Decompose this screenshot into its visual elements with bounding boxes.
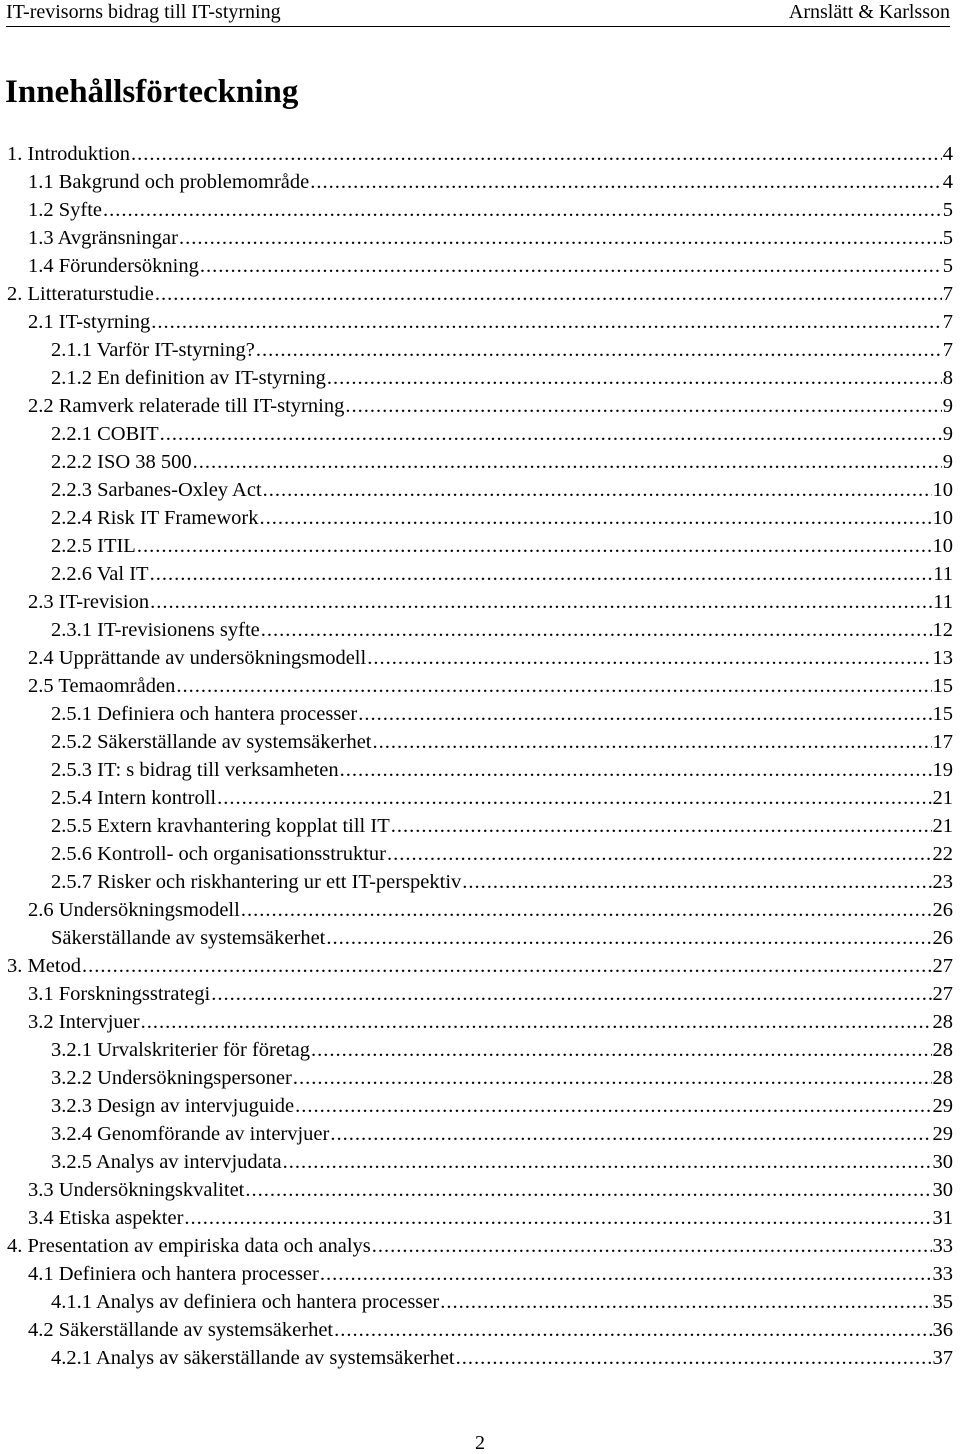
toc-dot-leader bbox=[217, 784, 931, 812]
toc-entry[interactable] bbox=[0, 1344, 953, 1372]
toc-entry-page: 28 bbox=[932, 1039, 953, 1061]
toc-dot-leader bbox=[367, 644, 931, 672]
toc-entry-page: 27 bbox=[932, 983, 953, 1005]
toc-entry-label: 2.1.2 En definition av IT-styrning bbox=[51, 367, 326, 389]
toc-dot-leader bbox=[256, 336, 942, 364]
toc-entry-label: 2. Litteraturstudie bbox=[7, 283, 154, 305]
toc-entry[interactable] bbox=[0, 1232, 953, 1260]
toc-dot-leader bbox=[320, 1260, 932, 1288]
header-authors: Arnslätt & Karlsson bbox=[788, 1, 950, 23]
toc-entry[interactable] bbox=[0, 476, 953, 504]
toc-entry-page: 4 bbox=[942, 171, 953, 193]
toc-dot-leader bbox=[137, 532, 932, 560]
toc-entry-page: 28 bbox=[932, 1067, 953, 1089]
toc-entry-label: 3.2.4 Genomförande av intervjuer bbox=[51, 1123, 330, 1145]
toc-entry-label: 2.2.3 Sarbanes-Oxley Act bbox=[51, 479, 262, 501]
toc-entry-page: 23 bbox=[932, 871, 953, 893]
toc-entry-label: 4.1 Definiera och hantera processer bbox=[28, 1263, 319, 1285]
toc-entry-label: 1. Introduktion bbox=[7, 143, 130, 165]
toc-entry[interactable] bbox=[0, 952, 953, 980]
toc-dot-leader bbox=[176, 672, 931, 700]
toc-dot-leader bbox=[358, 700, 931, 728]
toc-entry-label: 2.5.7 Risker och riskhantering ur ett IT-perspektiv bbox=[51, 871, 462, 893]
toc-dot-leader bbox=[211, 980, 931, 1008]
toc-entry-page: 12 bbox=[932, 619, 953, 641]
toc-entry[interactable] bbox=[0, 1120, 953, 1148]
toc-dot-leader bbox=[261, 616, 932, 644]
toc-entry-page: 27 bbox=[932, 955, 953, 977]
toc-entry[interactable] bbox=[0, 784, 953, 812]
toc-entry-page: 26 bbox=[932, 899, 953, 921]
toc-entry-label: 2.6 Undersökningsmodell bbox=[28, 899, 240, 921]
toc-entry-page: 9 bbox=[942, 423, 953, 445]
toc-entry-page: 4 bbox=[942, 143, 953, 165]
toc-dot-leader bbox=[310, 168, 942, 196]
running-header bbox=[6, 0, 950, 27]
toc-entry[interactable] bbox=[0, 364, 953, 392]
toc-entry[interactable] bbox=[0, 868, 953, 896]
toc-entry-page: 17 bbox=[932, 731, 953, 753]
toc-entry[interactable] bbox=[0, 308, 953, 336]
toc-dot-leader bbox=[200, 252, 942, 280]
toc-entry[interactable] bbox=[0, 700, 953, 728]
toc-entry-page: 9 bbox=[942, 395, 953, 417]
toc-entry-label: 1.3 Avgränsningar bbox=[28, 227, 178, 249]
toc-entry[interactable] bbox=[0, 644, 953, 672]
table-of-contents bbox=[0, 140, 953, 1372]
toc-entry-label: 3.2 Intervjuer bbox=[28, 1011, 140, 1033]
toc-dot-leader bbox=[440, 1288, 931, 1316]
toc-dot-leader bbox=[263, 476, 932, 504]
toc-entry[interactable] bbox=[0, 1316, 953, 1344]
toc-entry[interactable] bbox=[0, 280, 953, 308]
toc-entry[interactable] bbox=[0, 728, 953, 756]
toc-dot-leader bbox=[160, 420, 942, 448]
toc-entry-page: 36 bbox=[932, 1319, 953, 1341]
toc-entry-page: 5 bbox=[942, 255, 953, 277]
header-document-title: IT-revisorns bidrag till IT-styrning bbox=[6, 1, 281, 23]
toc-dot-leader bbox=[334, 1316, 931, 1344]
toc-entry[interactable] bbox=[0, 616, 953, 644]
toc-entry-page: 21 bbox=[932, 815, 953, 837]
toc-dot-leader bbox=[141, 1008, 932, 1036]
toc-entry[interactable] bbox=[0, 336, 953, 364]
toc-entry-label: 3.4 Etiska aspekter bbox=[28, 1207, 184, 1229]
toc-entry-page: 30 bbox=[932, 1179, 953, 1201]
toc-dot-leader bbox=[326, 924, 931, 952]
toc-entry-label: 2.5 Temaområden bbox=[28, 675, 176, 697]
toc-entry-page: 7 bbox=[942, 339, 953, 361]
toc-entry-label: 1.1 Bakgrund och problemområde bbox=[28, 171, 310, 193]
toc-dot-leader bbox=[241, 896, 932, 924]
toc-dot-leader bbox=[259, 504, 931, 532]
toc-dot-leader bbox=[295, 1092, 931, 1120]
toc-dot-leader bbox=[131, 140, 942, 168]
toc-entry[interactable] bbox=[0, 504, 953, 532]
toc-entry-label: 4.2.1 Analys av säkerställande av systemsäkerhet bbox=[51, 1347, 455, 1369]
toc-entry-label: 1.2 Syfte bbox=[28, 199, 103, 221]
toc-entry-page: 37 bbox=[932, 1347, 953, 1369]
toc-dot-leader bbox=[330, 1120, 931, 1148]
toc-entry[interactable] bbox=[0, 224, 953, 252]
toc-entry-label: 2.5.1 Definiera och hantera processer bbox=[51, 703, 358, 725]
toc-entry-page: 29 bbox=[932, 1123, 953, 1145]
toc-entry-label: Säkerställande av systemsäkerhet bbox=[51, 927, 326, 949]
toc-entry[interactable] bbox=[0, 420, 953, 448]
toc-entry-label: 2.3.1 IT-revisionens syfte bbox=[51, 619, 260, 641]
toc-dot-leader bbox=[456, 1344, 932, 1372]
toc-entry-page: 10 bbox=[932, 479, 953, 501]
toc-entry[interactable] bbox=[0, 980, 953, 1008]
toc-dot-leader bbox=[179, 224, 942, 252]
toc-dot-leader bbox=[193, 448, 942, 476]
toc-entry-page: 8 bbox=[942, 367, 953, 389]
toc-dot-leader bbox=[373, 728, 932, 756]
toc-entry-page: 5 bbox=[942, 199, 953, 221]
toc-dot-leader bbox=[150, 560, 933, 588]
toc-entry[interactable] bbox=[0, 1176, 953, 1204]
toc-dot-leader bbox=[155, 280, 942, 308]
toc-dot-leader bbox=[184, 1204, 931, 1232]
toc-entry-page: 35 bbox=[932, 1291, 953, 1313]
page-number: 2 bbox=[475, 1432, 485, 1454]
toc-entry-page: 11 bbox=[933, 563, 953, 585]
toc-entry-page: 26 bbox=[932, 927, 953, 949]
toc-dot-leader bbox=[345, 392, 941, 420]
toc-entry-label: 2.1 IT-styrning bbox=[28, 311, 151, 333]
toc-dot-leader bbox=[372, 1232, 932, 1260]
toc-entry-label: 3.2.1 Urvalskriterier för företag bbox=[51, 1039, 310, 1061]
toc-entry[interactable] bbox=[0, 168, 953, 196]
toc-entry[interactable] bbox=[0, 840, 953, 868]
toc-entry-page: 15 bbox=[932, 675, 953, 697]
toc-entry-page: 10 bbox=[932, 507, 953, 529]
toc-entry-label: 3.2.3 Design av intervjuguide bbox=[51, 1095, 295, 1117]
toc-entry-page: 11 bbox=[933, 591, 953, 613]
toc-entry-page: 10 bbox=[932, 535, 953, 557]
toc-entry[interactable] bbox=[0, 1204, 953, 1232]
toc-entry-page: 33 bbox=[932, 1263, 953, 1285]
toc-entry[interactable] bbox=[0, 1288, 953, 1316]
toc-entry[interactable] bbox=[0, 1036, 953, 1064]
toc-entry-page: 29 bbox=[932, 1095, 953, 1117]
toc-entry-label: 3.2.5 Analys av intervjudata bbox=[51, 1151, 282, 1173]
toc-entry-label: 2.2.5 ITIL bbox=[51, 535, 136, 557]
toc-entry[interactable] bbox=[0, 392, 953, 420]
toc-entry-label: 2.2.2 ISO 38 500 bbox=[51, 451, 192, 473]
toc-entry-label: 2.5.6 Kontroll- och organisationsstruktur bbox=[51, 843, 386, 865]
toc-entry-label: 2.1.1 Varför IT-styrning? bbox=[51, 339, 255, 361]
toc-entry-label: 3.3 Undersökningskvalitet bbox=[28, 1179, 245, 1201]
toc-entry[interactable] bbox=[0, 1260, 953, 1288]
toc-entry[interactable] bbox=[0, 1064, 953, 1092]
toc-dot-leader bbox=[150, 588, 932, 616]
toc-entry-page: 5 bbox=[942, 227, 953, 249]
toc-entry[interactable] bbox=[0, 672, 953, 700]
toc-entry-label: 2.5.3 IT: s bidrag till verksamheten bbox=[51, 759, 339, 781]
toc-entry[interactable] bbox=[0, 140, 953, 168]
toc-entry-label: 3.1 Forskningsstrategi bbox=[28, 983, 211, 1005]
toc-entry[interactable] bbox=[0, 1148, 953, 1176]
toc-entry-page: 9 bbox=[942, 451, 953, 473]
toc-entry-page: 31 bbox=[932, 1207, 953, 1229]
toc-entry-label: 2.2.1 COBIT bbox=[51, 423, 159, 445]
toc-entry[interactable] bbox=[0, 560, 953, 588]
toc-entry[interactable] bbox=[0, 252, 953, 280]
toc-entry-page: 7 bbox=[942, 283, 953, 305]
toc-entry[interactable] bbox=[0, 896, 953, 924]
toc-entry[interactable] bbox=[0, 756, 953, 784]
toc-entry[interactable] bbox=[0, 1008, 953, 1036]
toc-entry-label: 2.2.6 Val IT bbox=[51, 563, 149, 585]
toc-dot-leader bbox=[293, 1064, 932, 1092]
toc-entry[interactable] bbox=[0, 196, 953, 224]
toc-dot-leader bbox=[387, 840, 932, 868]
toc-entry-page: 22 bbox=[932, 843, 953, 865]
toc-entry[interactable] bbox=[0, 588, 953, 616]
toc-entry-page: 33 bbox=[932, 1235, 953, 1257]
toc-dot-leader bbox=[283, 1148, 932, 1176]
toc-entry-label: 2.5.4 Intern kontroll bbox=[51, 787, 217, 809]
toc-entry-page: 15 bbox=[932, 703, 953, 725]
toc-entry-label: 2.3 IT-revision bbox=[28, 591, 150, 613]
toc-dot-leader bbox=[245, 1176, 931, 1204]
page-title: Innehållsförteckning bbox=[5, 74, 299, 110]
toc-entry-label: 2.2 Ramverk relaterade till IT-styrning bbox=[28, 395, 345, 417]
toc-dot-leader bbox=[151, 308, 942, 336]
toc-entry[interactable] bbox=[0, 924, 953, 952]
toc-entry-label: 2.4 Upprättande av undersökningsmodell bbox=[28, 647, 367, 669]
toc-entry-label: 2.2.4 Risk IT Framework bbox=[51, 507, 259, 529]
toc-entry-label: 3. Metod bbox=[7, 955, 82, 977]
toc-entry-page: 30 bbox=[932, 1151, 953, 1173]
toc-entry[interactable] bbox=[0, 812, 953, 840]
toc-entry-page: 13 bbox=[932, 647, 953, 669]
toc-dot-leader bbox=[82, 952, 931, 980]
toc-entry-page: 7 bbox=[942, 311, 953, 333]
toc-dot-leader bbox=[103, 196, 942, 224]
toc-entry-label: 2.5.2 Säkerställande av systemsäkerhet bbox=[51, 731, 372, 753]
toc-entry[interactable] bbox=[0, 1092, 953, 1120]
toc-entry[interactable] bbox=[0, 532, 953, 560]
toc-entry-page: 19 bbox=[932, 759, 953, 781]
toc-entry-label: 4.1.1 Analys av definiera och hantera processer bbox=[51, 1291, 440, 1313]
toc-entry-label: 4. Presentation av empiriska data och analys bbox=[7, 1235, 371, 1257]
toc-entry-label: 4.2 Säkerställande av systemsäkerhet bbox=[28, 1319, 334, 1341]
toc-dot-leader bbox=[327, 364, 942, 392]
toc-entry-page: 21 bbox=[932, 787, 953, 809]
toc-dot-leader bbox=[391, 812, 932, 840]
toc-entry[interactable] bbox=[0, 448, 953, 476]
toc-dot-leader bbox=[462, 868, 931, 896]
toc-entry-label: 2.5.5 Extern kravhantering kopplat till IT bbox=[51, 815, 390, 837]
toc-entry-page: 28 bbox=[932, 1011, 953, 1033]
toc-dot-leader bbox=[311, 1036, 932, 1064]
toc-dot-leader bbox=[340, 756, 932, 784]
toc-entry-label: 3.2.2 Undersökningspersoner bbox=[51, 1067, 292, 1089]
toc-entry-label: 1.4 Förundersökning bbox=[28, 255, 199, 277]
